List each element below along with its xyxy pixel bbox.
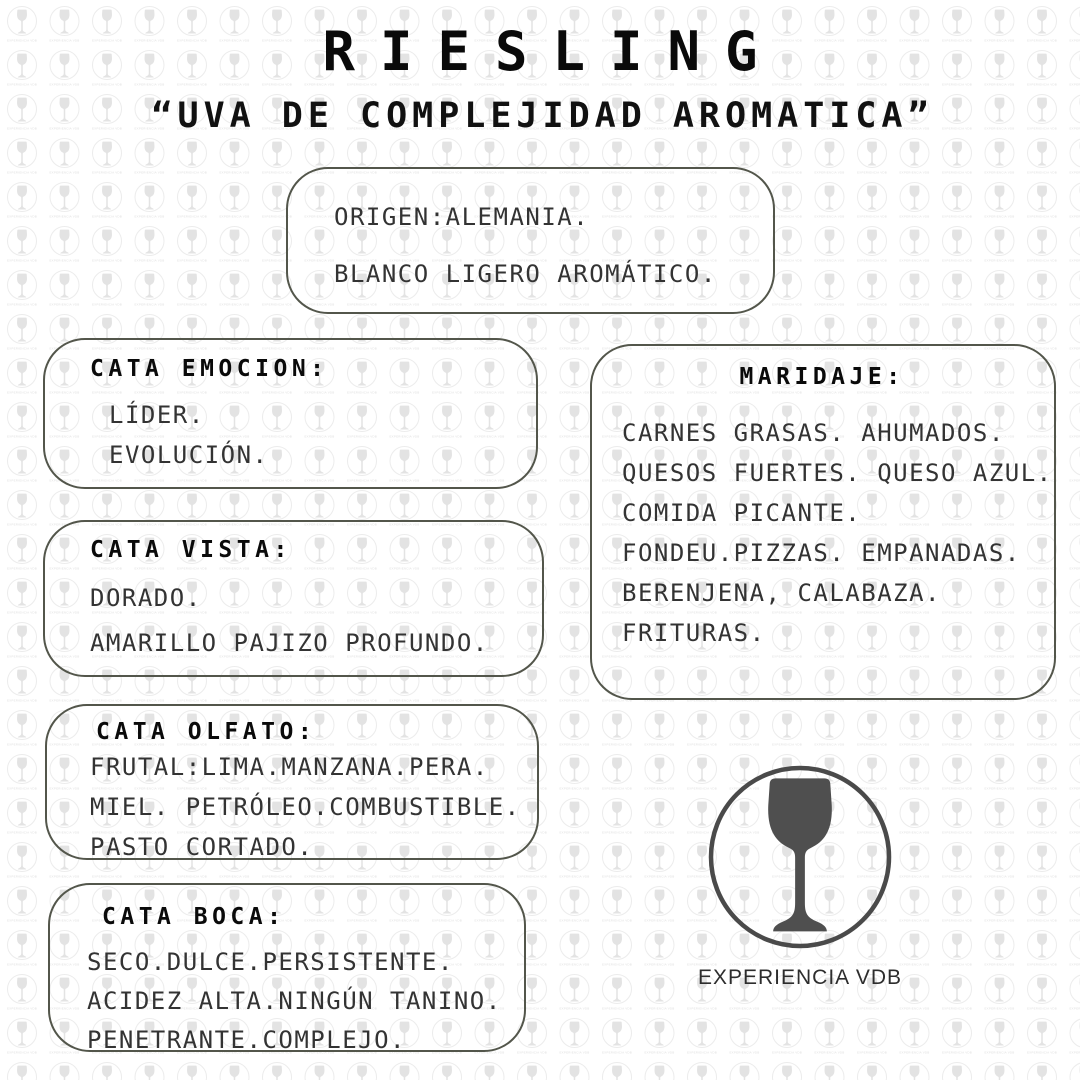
brand-caption: EXPERIENCIA VDB (697, 966, 903, 989)
cata-emocion-box (43, 338, 538, 489)
origin-line: ORIGEN:ALEMANIA. (334, 203, 590, 231)
maridaje-line: COMIDA PICANTE. (622, 499, 862, 527)
maridaje-line: BERENJENA, CALABAZA. (622, 579, 941, 607)
cata-vista-heading: CATA VISTA: (90, 537, 292, 563)
cata-vista-box (43, 520, 544, 677)
maridaje-line: FRITURAS. (622, 619, 766, 647)
wine-glass-icon (705, 762, 895, 952)
maridaje-line: FONDEU.PIZZAS. EMPANADAS. (622, 539, 1021, 567)
cata-boca-box (48, 883, 526, 1052)
cata-olfato-line: PASTO CORTADO. (90, 833, 314, 861)
page-subtitle: “UVA DE COMPLEJIDAD AROMATICA” (151, 96, 934, 136)
maridaje-heading: MARIDAJE: (739, 364, 905, 390)
cata-olfato-line: MIEL. PETRÓLEO.COMBUSTIBLE. (90, 793, 521, 821)
origin-line: BLANCO LIGERO AROMÁTICO. (334, 260, 717, 288)
cata-olfato-box (45, 704, 539, 860)
maridaje-line: CARNES GRASAS. AHUMADOS. (622, 419, 1005, 447)
cata-emocion-line: EVOLUCIÓN. (109, 441, 269, 469)
cata-vista-line: DORADO. (90, 584, 202, 612)
cata-olfato-heading: CATA OLFATO: (96, 719, 317, 745)
wine-glass-watermark-pattern: EXPERIENCIA VDB (0, 0, 1080, 1080)
origin-box (286, 167, 775, 314)
cata-emocion-heading: CATA EMOCION: (90, 356, 329, 382)
cata-boca-heading: CATA BOCA: (102, 904, 286, 930)
maridaje-line: QUESOS FUERTES. QUESO AZUL. (622, 459, 1053, 487)
cata-emocion-line: LÍDER. (109, 401, 205, 429)
cata-vista-line: AMARILLO PAJIZO PROFUNDO. (90, 629, 489, 657)
cata-boca-line: PENETRANTE.COMPLEJO. (87, 1026, 406, 1054)
maridaje-box (590, 344, 1056, 700)
cata-olfato-line: FRUTAL:LIMA.MANZANA.PERA. (90, 753, 489, 781)
cata-boca-line: ACIDEZ ALTA.NINGÚN TANINO. (87, 987, 502, 1015)
page-title: RIESLING (322, 20, 783, 83)
cata-boca-line: SECO.DULCE.PERSISTENTE. (87, 948, 454, 976)
